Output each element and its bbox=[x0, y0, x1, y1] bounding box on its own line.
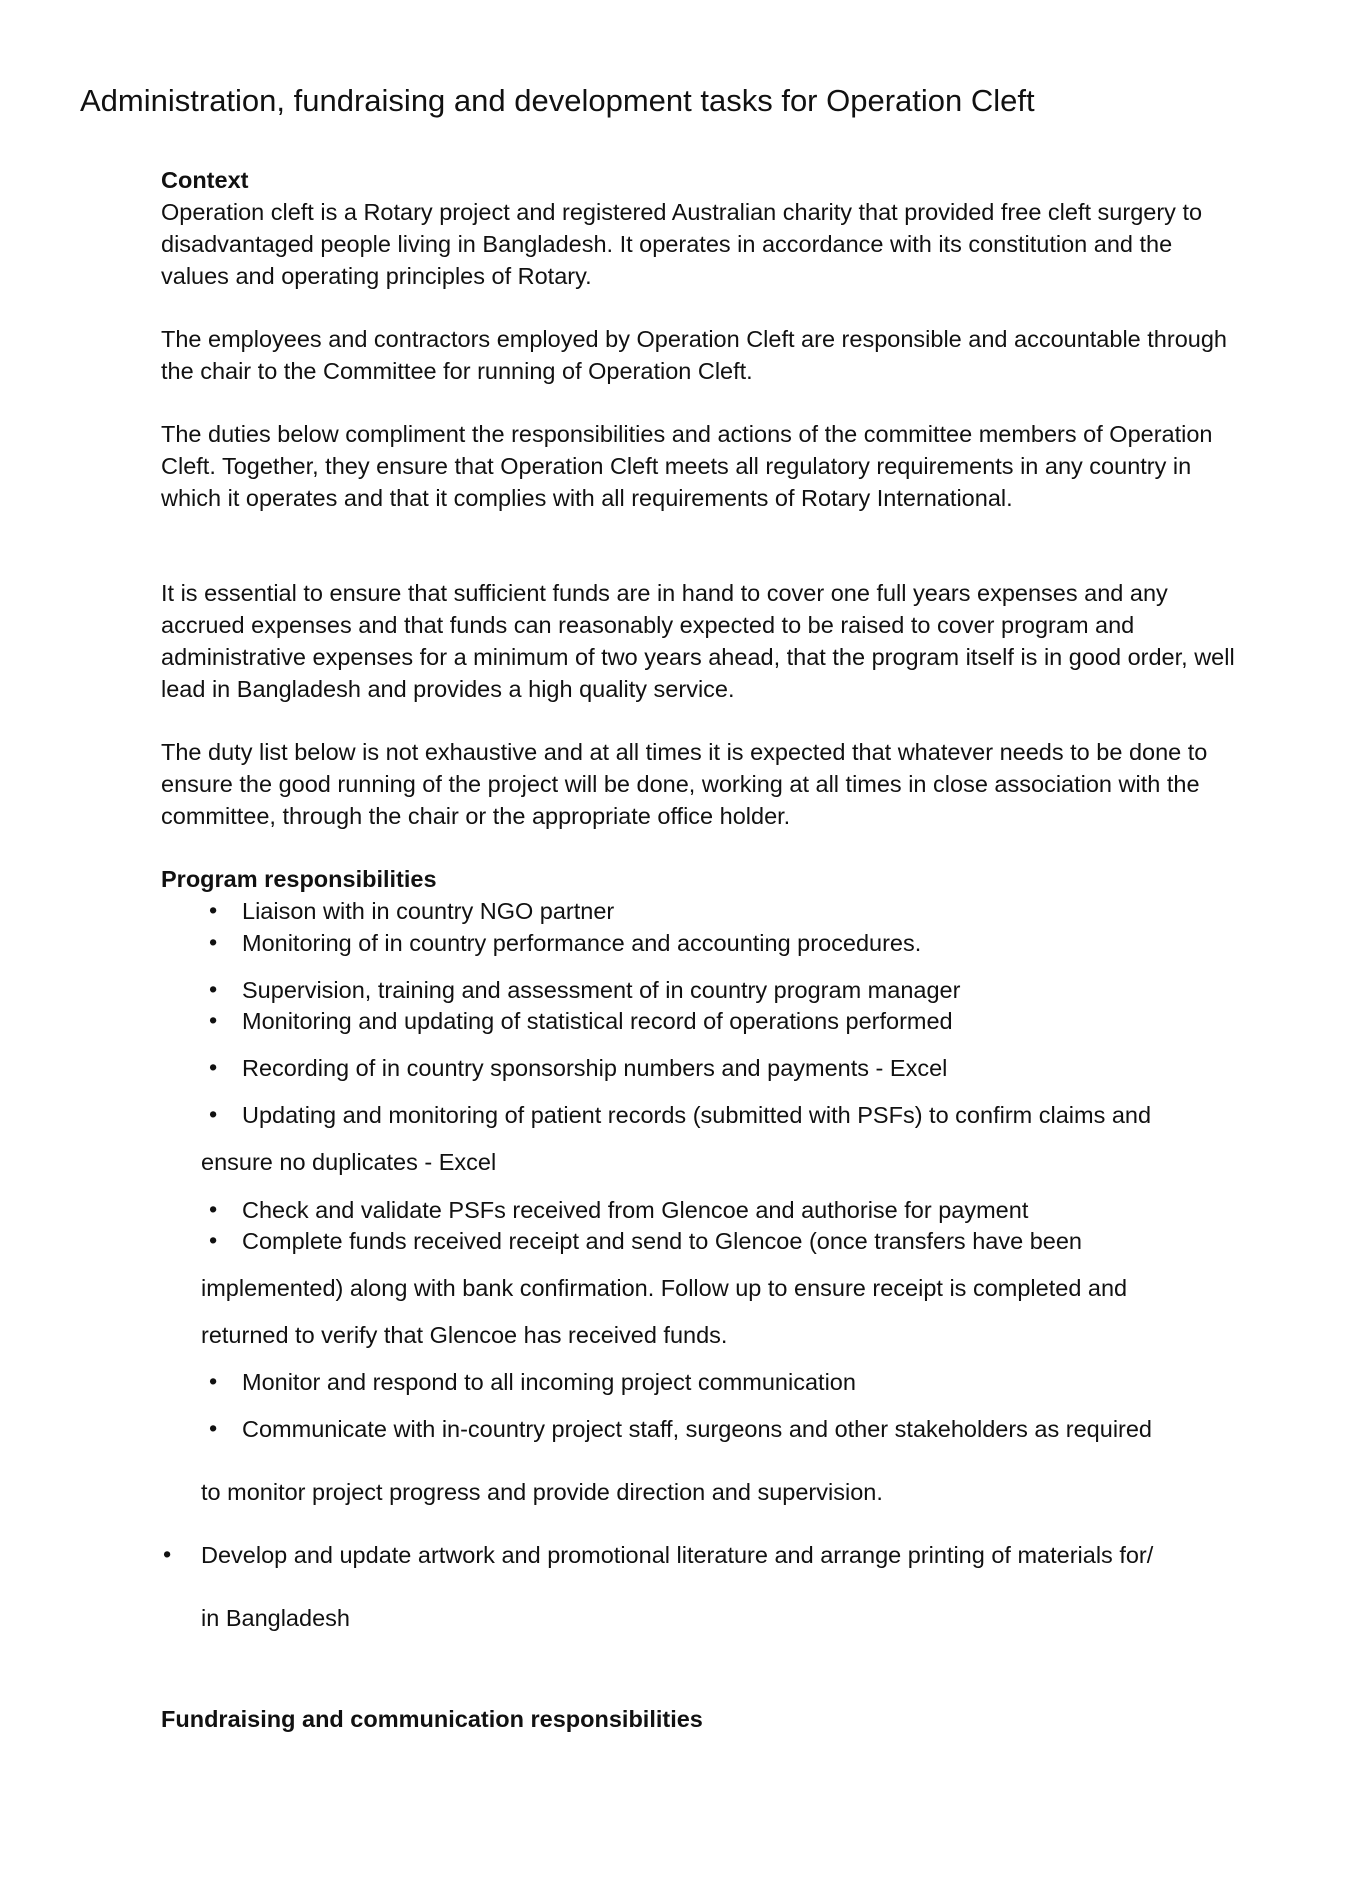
bullet-dot: • bbox=[209, 1007, 218, 1033]
bullet-dot: • bbox=[209, 897, 218, 923]
bullet-dot: • bbox=[209, 1368, 218, 1394]
list-item: Monitoring of in country performance and accounting procedures. bbox=[242, 930, 922, 956]
document-title: Administration, fundraising and development tasks for Operation Cleft bbox=[80, 83, 1035, 118]
bullet-dot: • bbox=[163, 1541, 172, 1567]
bullet-dot: • bbox=[209, 929, 218, 955]
list-item: Complete funds received receipt and send to Glencoe (once transfers have been bbox=[242, 1228, 1082, 1254]
context-heading: Context bbox=[161, 167, 249, 193]
list-item-continuation: in Bangladesh bbox=[201, 1605, 350, 1631]
list-item: Liaison with in country NGO partner bbox=[242, 898, 615, 924]
list-item-continuation: to monitor project progress and provide direction and supervision. bbox=[201, 1479, 883, 1505]
list-item: Updating and monitoring of patient records (submitted with PSFs) to confirm claims and bbox=[242, 1102, 1152, 1128]
list-item: Supervision, training and assessment of in country program manager bbox=[242, 977, 961, 1003]
bullet-dot: • bbox=[209, 1054, 218, 1080]
list-item: Recording of in country sponsorship numbers and payments - Excel bbox=[242, 1055, 948, 1081]
context-paragraph-2: The employees and contractors employed by Operation Cleft are responsible and accountable through the chair to the Committee for running of Operation Cleft. bbox=[161, 326, 1227, 384]
list-item-continuation: returned to verify that Glencoe has received funds. bbox=[201, 1322, 728, 1348]
bullet-dot: • bbox=[209, 976, 218, 1002]
bullet-dot: • bbox=[209, 1227, 218, 1253]
list-item: Develop and update artwork and promotional literature and arrange printing of materials for/ bbox=[201, 1542, 1154, 1568]
list-item-continuation: implemented) along with bank confirmation. Follow up to ensure receipt is completed and bbox=[201, 1275, 1128, 1301]
bullet-dot: • bbox=[209, 1101, 218, 1127]
list-item: Monitor and respond to all incoming project communication bbox=[242, 1369, 856, 1395]
list-item-continuation: ensure no duplicates - Excel bbox=[201, 1149, 497, 1175]
context-paragraph-3: The duties below compliment the responsibilities and actions of the committee members of Operation Cleft. Together, they ensure that Operation Cleft meets all regulatory requirements in any country in which it operates and that it complies with all requirements of Rotary International. bbox=[161, 421, 1213, 511]
list-item: Check and validate PSFs received from Glencoe and authorise for payment bbox=[242, 1197, 1029, 1223]
fundraising-heading: Fundraising and communication responsibilities bbox=[161, 1706, 703, 1732]
context-paragraph-5: The duty list below is not exhaustive and at all times it is expected that whatever needs to be done to ensure the good running of the project will be done, working at all times in close association with the committee, through the chair or the appropriate office holder. bbox=[161, 739, 1208, 829]
bullet-dot: • bbox=[209, 1196, 218, 1222]
context-paragraph-1: Operation cleft is a Rotary project and registered Australian charity that provided free cleft surgery to disadvantaged people living in Bangladesh. It operates in accordance with its constitution and the values and operating principles of Rotary. bbox=[161, 199, 1203, 289]
context-paragraph-4: It is essential to ensure that sufficient funds are in hand to cover one full years expenses and any accrued expenses and that funds can reasonably expected to be raised to cover program and administrative expenses for a minimum of two years ahead, that the program itself is in good order, well lead in Bangladesh and provides a high quality service. bbox=[161, 580, 1235, 702]
list-item: Monitoring and updating of statistical record of operations performed bbox=[242, 1008, 953, 1034]
bullet-dot: • bbox=[209, 1415, 218, 1441]
program-heading: Program responsibilities bbox=[161, 866, 437, 892]
list-item: Communicate with in-country project staff, surgeons and other stakeholders as required bbox=[242, 1416, 1153, 1442]
